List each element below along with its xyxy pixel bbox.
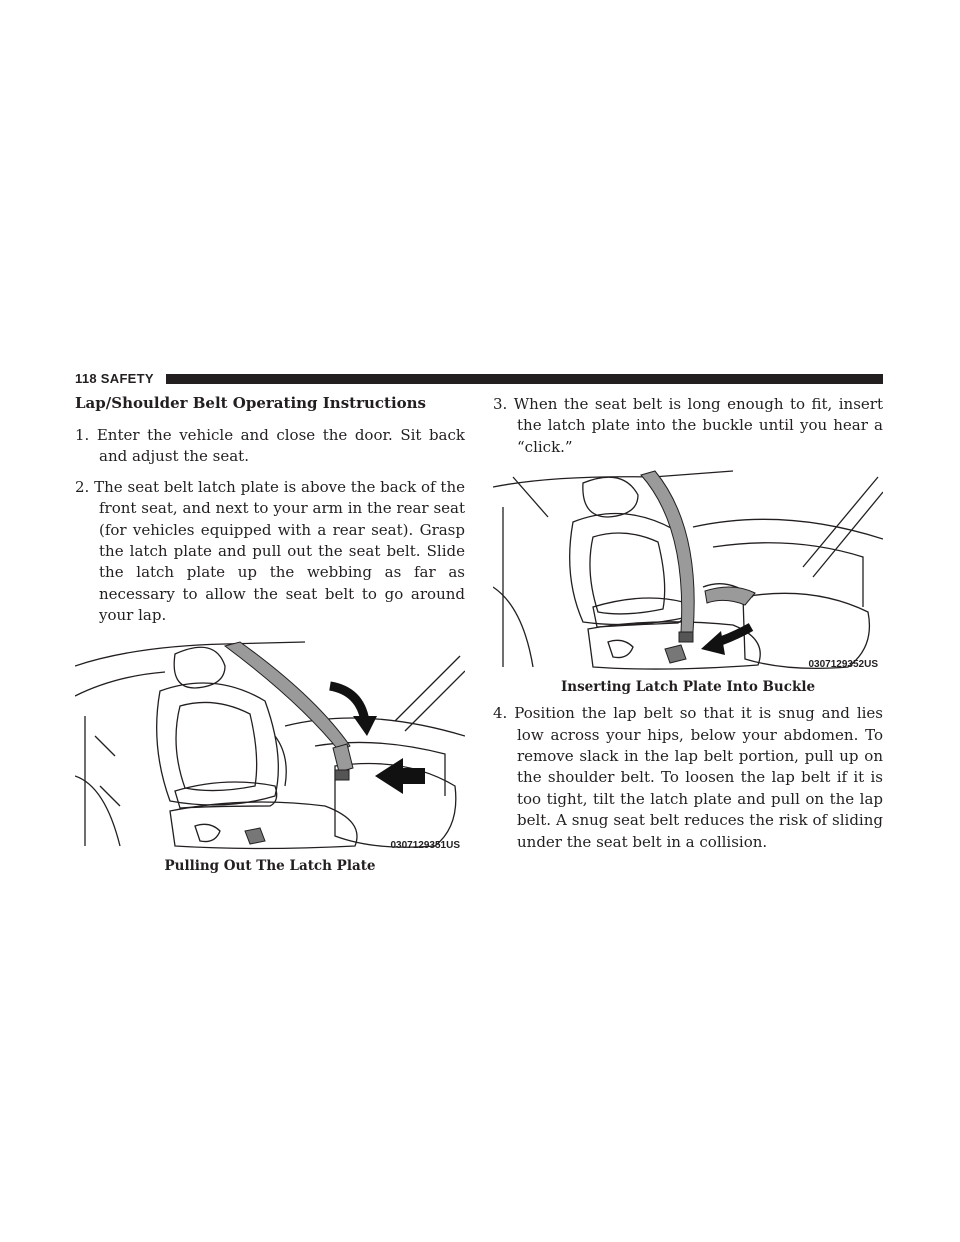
figure-caption-2: Inserting Latch Plate Into Buckle — [560, 679, 816, 696]
right-column — [493, 394, 883, 862]
buckle-illustration — [493, 467, 883, 677]
page-header — [75, 372, 883, 386]
figure-inserting-latch-plate — [493, 467, 883, 695]
step-2: 2. The seat belt latch plate is above the back of the front seat, and next to your arm in the rear seat (for vehicles equipped with a rear seat). Grasp the latch plate and pull out the seat belt. Slide the latch plate up the webbing as far as necessary to allow the seat belt to go around your lap. — [75, 477, 465, 625]
step-4: 4. Position the lap belt so that it is snug and lies low across your hips, below your abdomen. To remove slack in the lap belt portion, pull up on the shoulder belt. To loosen the lap belt if it is too tight, tilt the latch plate and pull on the lap belt. A snug seat belt reduces the risk of sliding under the seat belt in a collision. — [493, 704, 883, 851]
header-rule — [166, 374, 883, 384]
figure-code-1: 0307129351US — [390, 839, 460, 851]
seat-belt-illustration — [75, 636, 465, 856]
page-number-section: 118 SAFETY — [75, 371, 154, 386]
figure-pulling-latch-plate — [75, 636, 465, 874]
figure-code-2: 0307129352US — [808, 659, 878, 671]
step-3: 3. When the seat belt is long enough to fit, insert the latch plate into the buckle until you hear a “click.” — [493, 395, 883, 456]
step-1: 1. Enter the vehicle and close the door. Sit back and adjust the seat. — [75, 426, 465, 466]
left-column — [75, 394, 465, 874]
section-title: Lap/Shoulder Belt Operating Instructions — [75, 394, 426, 412]
figure-caption-1: Pulling Out The Latch Plate — [164, 857, 376, 874]
